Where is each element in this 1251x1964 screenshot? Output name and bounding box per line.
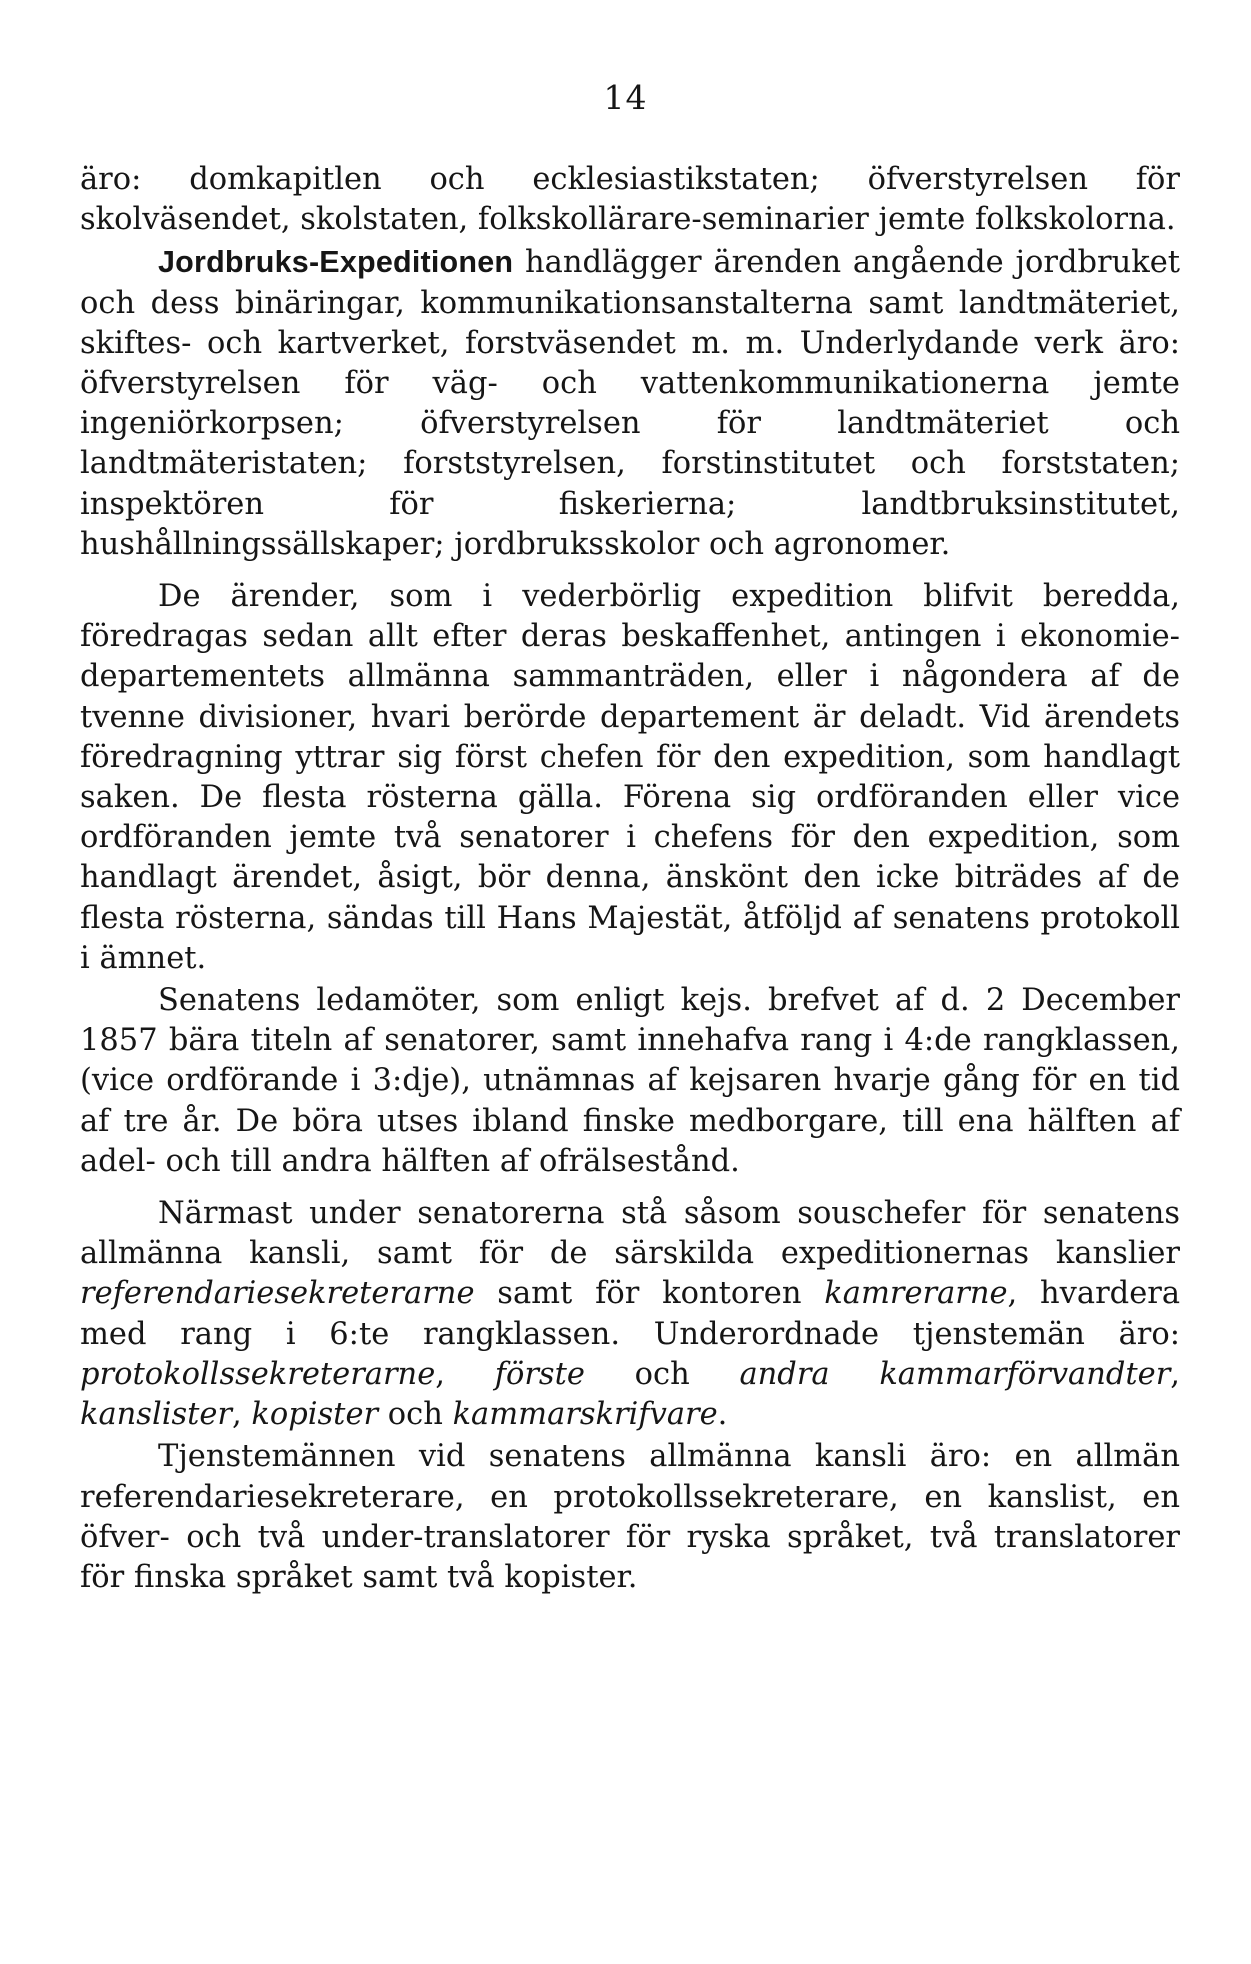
italic-term: kanslister [80, 1397, 233, 1433]
italic-term: referendariesekreterarne [80, 1276, 475, 1312]
italic-term: kopister [251, 1397, 379, 1433]
text-run: samt för kontoren [474, 1276, 825, 1312]
italic-term: andra kammarförvandter [739, 1356, 1171, 1392]
text-run: , [435, 1356, 495, 1392]
italic-term: förste [494, 1356, 585, 1392]
page-number: 14 [603, 78, 648, 117]
paragraph-souschefer [80, 1194, 1180, 1435]
text-run: Närmast under senatorerna stå såsom souschefer för senatens allmänna kansli, samt för de särskilda expeditionernas kanslier [80, 1196, 1180, 1272]
text-run: , [232, 1397, 252, 1433]
text-run: . [717, 1397, 728, 1433]
text-run: , hvardera med rang i 6:te rangklassen. Underordnade tjenstemän äro: [80, 1276, 1181, 1352]
italic-term: protokollssekreterarne [80, 1356, 436, 1392]
text-run: och [584, 1356, 740, 1392]
heading-jordbruks-expeditionen: Jordbruks-Expeditionen [158, 245, 514, 280]
italic-term: kamrerarne [824, 1276, 1008, 1312]
text-run: , [1170, 1356, 1180, 1392]
paragraph-tjenstemannen: Tjenstemännen vid senatens allmänna kansli äro: en allmän referendariesekreterare, en protokollssekreterare, en kanslist, en öfver- och två under-translatorer för ryska språket, två translatorer för finska språket samt två kopister. [80, 1439, 1180, 1595]
paragraph-jordbruks-expeditionen [80, 242, 1180, 565]
italic-term: kammarskrifvare [452, 1397, 718, 1433]
body-text [80, 160, 1180, 1600]
text-run: och [378, 1397, 453, 1433]
paragraph-arender: De ärender, som i vederbörlig expedition blifvit beredda, föredragas sedan allt efter deras beskaffenhet, antingen i ekonomie-departementets allmänna sammanträden, eller i någondera af de tvenne divisioner, hvari berörde departement är deladt. Vid ärendets föredragning yttrar sig först chefen för den expedition, som handlagt saken. De flesta rösterna gälla. Förena sig ordföranden eller vice ordföranden jemte två senatorer i chefens för den expedition, som handlagt ärendet, åsigt, bör denna, änskönt den icke biträdes af de flesta rösterna, sändas till Hans Majestät, åtföljd af senatens protokoll i ämnet. [80, 579, 1180, 976]
paragraph-ecklesiastik-continuation: äro: domkapitlen och ecklesiastikstaten; öfverstyrelsen för skolväsendet, skolstaten, folkskollärare-seminarier jemte folkskolorna. [80, 162, 1180, 238]
paragraph-senatens-ledamoter: Senatens ledamöter, som enligt kejs. brefvet af d. 2 December 1857 bära titeln af senatorer, samt innehafva rang i 4:de rangklassen, (vice ordförande i 3:dje), utnämnas af kejsaren hvarje gång för en tid af tre år. De böra utses ibland finske medborgare, till ena hälften af adel- och till andra hälften af ofrälsestånd. [80, 983, 1180, 1179]
paragraph-text: handlägger ärenden angående jordbruket och dess binäringar, kommunikationsanstalterna samt landtmäteriet, skiftes- och kartverket, forstväsendet m. m. Underlydande verk äro: öfverstyrelsen för väg- och vattenkommunikationerna jemte ingeniörkorpsen; öfverstyrelsen för landtmäteriet och landtmäteristaten; forststyrelsen, forstinstitutet och forststaten; inspektören för fiskerierna; landtbruksinstitutet, hushållningssällskaper; jordbruksskolor och agronomer. [80, 245, 1180, 562]
